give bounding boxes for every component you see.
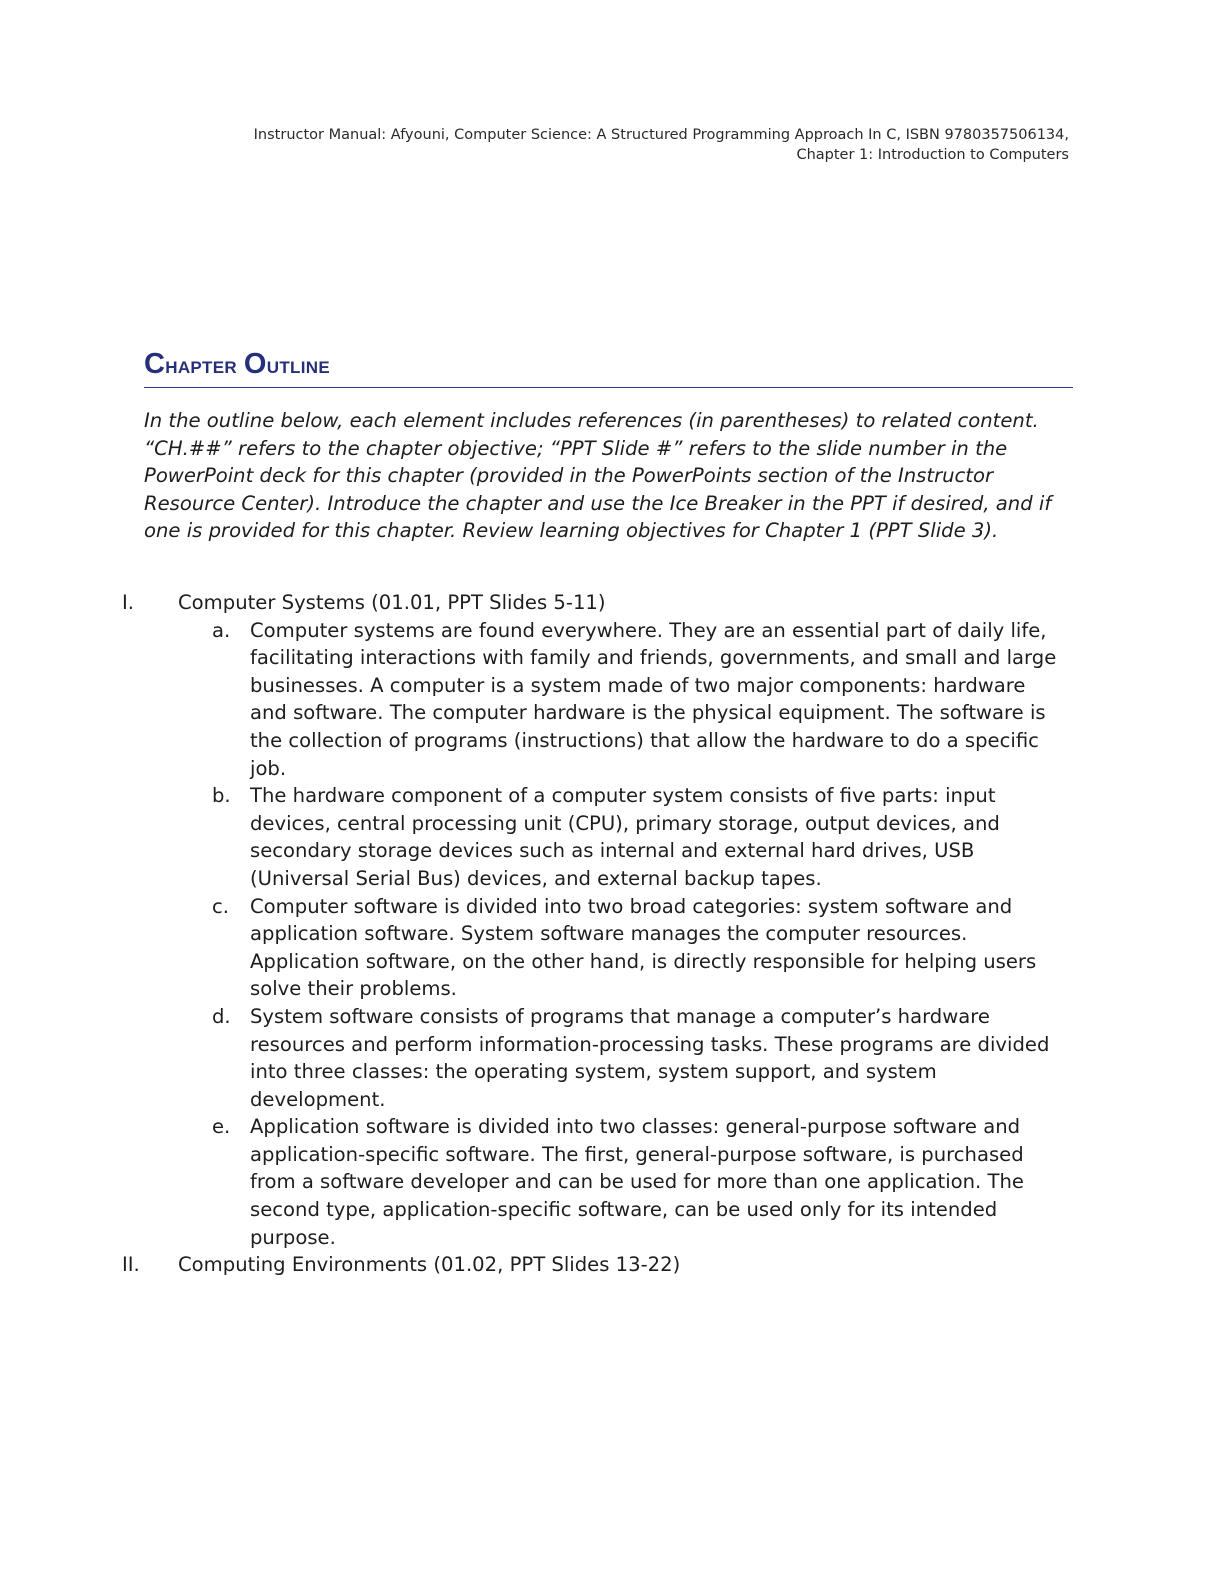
header-line-1: Instructor Manual: Afyouni, Computer Science: A Structured Programming Approach In C, ISBN 9780357506134, (253, 127, 1069, 143)
item-letter: b. (212, 784, 231, 808)
item-text: Computer systems are found everywhere. They are an essential part of daily life, facilitating interactions with family and friends, governments, and small and large businesses. A computer is a system made of two major components: hardware and software. The computer hardware is the physical equipment. The software is the collection of programs (instructions) that allow the hardware to do a specific job. (250, 618, 1057, 780)
section-number: I. (122, 591, 135, 614)
title-rest-2: utline (266, 352, 330, 379)
outline-list (0, 589, 1224, 1279)
intro-paragraph: In the outline below, each element includes references (in parentheses) to related content. “CH.##” refers to the chapter objective; “PPT Slide #” refers to the slide number in the PowerPoint deck for this chapter (provided in the PowerPoints section of the Instructor Resource Center). Introduce the chapter and use the Ice Breaker in the PPT if desired, and if one is provided for this chapter. Review learning objectives for Chapter 1 (PPT Slide 3). (144, 409, 1052, 543)
chapter-outline-heading (144, 348, 1073, 388)
outline-item-c (0, 893, 1065, 1003)
outline-item-d (0, 1003, 1065, 1113)
outline-section-1 (0, 589, 1224, 617)
item-text: System software consists of programs that manage a computer’s hardware resources and perform information-processing tasks. These programs are divided into three classes: the operating system, system support, and system development. (250, 1004, 1050, 1111)
outline-item-b (0, 782, 1065, 892)
header-line-2: Chapter 1: Introduction to Computers (796, 147, 1069, 163)
item-letter: e. (212, 1115, 231, 1139)
outline-item-e (0, 1113, 1065, 1251)
item-letter: a. (212, 618, 231, 642)
title-initial-1: C (144, 348, 166, 380)
page-header (169, 125, 1069, 165)
section-title: Computer Systems (01.01, PPT Slides 5-11) (178, 591, 606, 614)
title-initial-2: O (243, 348, 267, 380)
item-text: The hardware component of a computer system consists of five parts: input devices, central processing unit (CPU), primary storage, output devices, and secondary storage devices such as internal and external hard drives, USB (Universal Serial Bus) devices, and external backup tapes. (250, 784, 1000, 890)
section-number: II. (122, 1253, 140, 1277)
item-text: Application software is divided into two classes: general-purpose software and application-specific software. The first, general-purpose software, is purchased from a software developer and can be used for more than one application. The second type, application-specific software, can be used only for its intended purpose. (250, 1115, 1024, 1249)
item-text: Computer software is divided into two broad categories: system software and application software. System software manages the computer resources. Application software, on the other hand, is directly responsible for helping users solve their problems. (250, 894, 1037, 1001)
outline-item-a (0, 617, 1065, 783)
section-title: Computing Environments (01.02, PPT Slides 13-22) (178, 1253, 681, 1277)
outline-section-2 (0, 1251, 1224, 1279)
item-letter: d. (212, 1004, 231, 1028)
title-rest-1: hapter (165, 352, 244, 379)
item-letter: c. (212, 894, 230, 918)
